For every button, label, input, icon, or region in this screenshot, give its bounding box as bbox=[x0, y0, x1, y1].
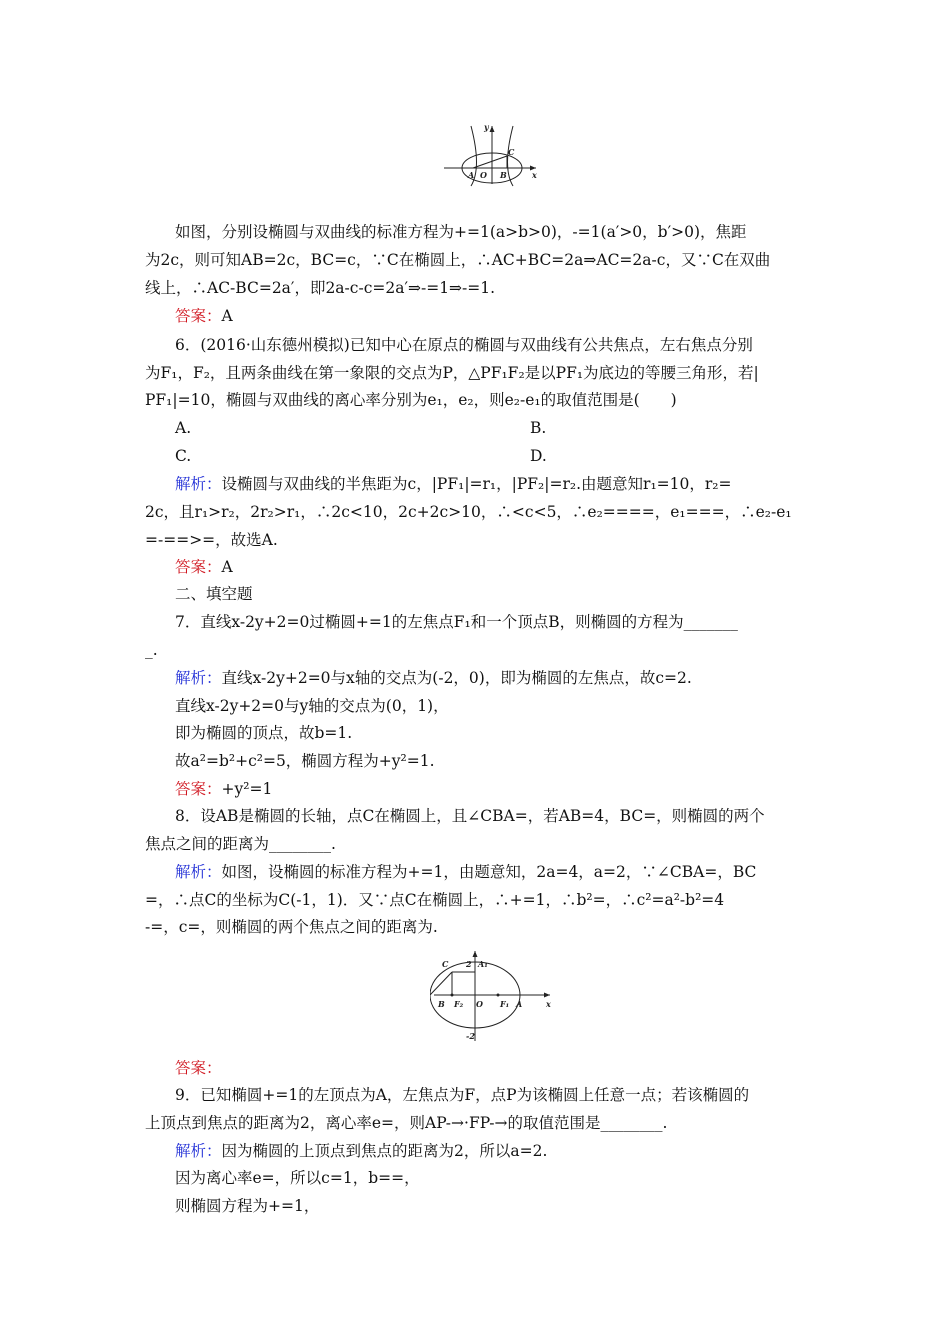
answer-value: +y²=1 bbox=[221, 780, 273, 798]
jiexi-label: 解析： bbox=[175, 863, 222, 881]
point-a-label: A bbox=[468, 170, 475, 180]
tick-2-label: 2 bbox=[466, 959, 472, 969]
q7-jiexi-line-1 bbox=[175, 668, 692, 688]
jiexi-text: 设椭圆与双曲线的半焦距为c，|PF₁|=r₁，|PF₂|=r₂.由题意知r₁=10，r₂= bbox=[221, 475, 732, 493]
focus-f2-label: F₂ bbox=[454, 999, 464, 1009]
jiexi-label: 解析： bbox=[175, 669, 222, 687]
answer-label: 答案： bbox=[175, 558, 222, 576]
q6-option-d: D. bbox=[530, 447, 547, 465]
ellipse-hyperbola-figure bbox=[440, 120, 550, 188]
q8-line-1: 8．设AB是椭圆的长轴，点C在椭圆上，且∠CBA=，若AB=4，BC=，则椭圆的两个 bbox=[175, 807, 765, 825]
q9-line-2: 上顶点到焦点的距离为2，离心率e=，则AP-→·FP-→的取值范围是________. bbox=[145, 1114, 668, 1132]
q9-jiexi-line-1 bbox=[175, 1141, 547, 1161]
origin-label: O bbox=[480, 170, 487, 180]
q6-line-1: 6．(2016·山东德州模拟)已知中心在原点的椭圆与双曲线有公共焦点，左右焦点分别 bbox=[175, 336, 753, 354]
x-axis-label: x bbox=[532, 170, 537, 180]
p5-line-1: 如图，分别设椭圆与双曲线的标准方程为+=1(a>b>0)，-=1(a′>0，b′>0)，焦距 bbox=[175, 223, 747, 241]
p5-line-2: 为2c，则可知AB=2c，BC=c，∵C在椭圆上，∴AC+BC=2a⇒AC=2a-c，又∵C在双曲 bbox=[145, 251, 771, 269]
q7-jiexi-line-2: 直线x-2y+2=0与y轴的交点为(0，1)， bbox=[175, 697, 449, 715]
q6-line-2: 为F₁，F₂，且两条曲线在第一象限的交点为P，△PF₁F₂是以PF₁为底边的等腰三角形，若| bbox=[145, 364, 759, 382]
p5-line-3: 线上，∴AC-BC=2a′，即2a-c-c=2a′⇒-=1⇒-=1. bbox=[145, 279, 496, 297]
q7-line-2: _. bbox=[145, 641, 158, 659]
answer-value: A bbox=[221, 558, 233, 576]
q6-jiexi-line-1 bbox=[175, 474, 731, 494]
q8-jiexi-line-1 bbox=[175, 862, 756, 882]
q6-answer bbox=[175, 557, 233, 577]
answer-label: 答案： bbox=[175, 307, 222, 325]
answer-value: A bbox=[221, 307, 233, 325]
point-b-label: B bbox=[438, 999, 445, 1009]
x-axis-label: x bbox=[546, 999, 551, 1009]
ellipse-foci-figure bbox=[430, 945, 560, 1045]
jiexi-text: 因为椭圆的上顶点到焦点的距离为2，所以a=2. bbox=[221, 1142, 548, 1160]
q9-jiexi-line-2: 因为离心率e=，所以c=1，b==， bbox=[175, 1169, 420, 1187]
point-a-label: A bbox=[516, 999, 523, 1009]
q6-jiexi-line-2: 2c，且r₁>r₂，2r₂>r₁，∴2c<10，2c+2c>10，∴<c<5，∴e₂====，e₁===，∴e₂-e₁ bbox=[145, 503, 792, 521]
q6-option-a: A. bbox=[175, 419, 192, 437]
q7-line-1: 7．直线x-2y+2=0过椭圆+=1的左焦点F₁和一个顶点B，则椭圆的方程为_______ bbox=[175, 613, 738, 631]
q7-jiexi-line-3: 即为椭圆的顶点，故b=1. bbox=[175, 724, 353, 742]
jiexi-text: 直线x-2y+2=0与x轴的交点为(-2，0)，即为椭圆的左焦点，故c=2. bbox=[221, 669, 692, 687]
jiexi-text: 如图，设椭圆的标准方程为+=1，由题意知，2a=4，a=2，∵∠CBA=，BC bbox=[221, 863, 757, 881]
p5-answer bbox=[175, 306, 233, 326]
q8-line-2: 焦点之间的距离为________. bbox=[145, 835, 336, 853]
point-a1-label: A₁ bbox=[478, 959, 488, 969]
q6-line-3: PF₁|=10，椭圆与双曲线的离心率分别为e₁，e₂，则e₂-e₁的取值范围是( ) bbox=[145, 391, 677, 409]
point-b-label: B bbox=[500, 170, 507, 180]
q9-jiexi-line-3: 则椭圆方程为+=1， bbox=[175, 1197, 320, 1215]
q6-jiexi-line-3: =-==>=，故选A. bbox=[145, 531, 278, 549]
tick-neg2-label: -2 bbox=[466, 1031, 475, 1041]
point-c-label: C bbox=[508, 147, 515, 157]
q7-jiexi-line-4: 故a²=b²+c²=5，椭圆方程为+y²=1. bbox=[175, 752, 435, 770]
q8-answer bbox=[175, 1058, 222, 1078]
jiexi-label: 解析： bbox=[175, 1142, 222, 1160]
point-c-label: C bbox=[442, 959, 449, 969]
answer-label: 答案： bbox=[175, 1059, 222, 1077]
jiexi-label: 解析： bbox=[175, 475, 222, 493]
section-heading: 二、填空题 bbox=[175, 585, 253, 603]
focus-f1-label: F₁ bbox=[500, 999, 510, 1009]
q8-jiexi-line-2: =，∴点C的坐标为C(-1，1)．又∵点C在椭圆上，∴+=1，∴b²=，∴c²=a²-b²=4 bbox=[145, 891, 725, 909]
q6-option-c: C. bbox=[175, 447, 192, 465]
q8-jiexi-line-3: -=，c=，则椭圆的两个焦点之间的距离为. bbox=[145, 918, 438, 936]
origin-label: O bbox=[476, 999, 483, 1009]
q6-option-b: B. bbox=[530, 419, 547, 437]
answer-label: 答案： bbox=[175, 780, 222, 798]
y-axis-label: y bbox=[484, 122, 489, 132]
q7-answer bbox=[175, 779, 272, 799]
q9-line-1: 9．已知椭圆+=1的左顶点为A，左焦点为F，点P为该椭圆上任意一点；若该椭圆的 bbox=[175, 1086, 750, 1104]
